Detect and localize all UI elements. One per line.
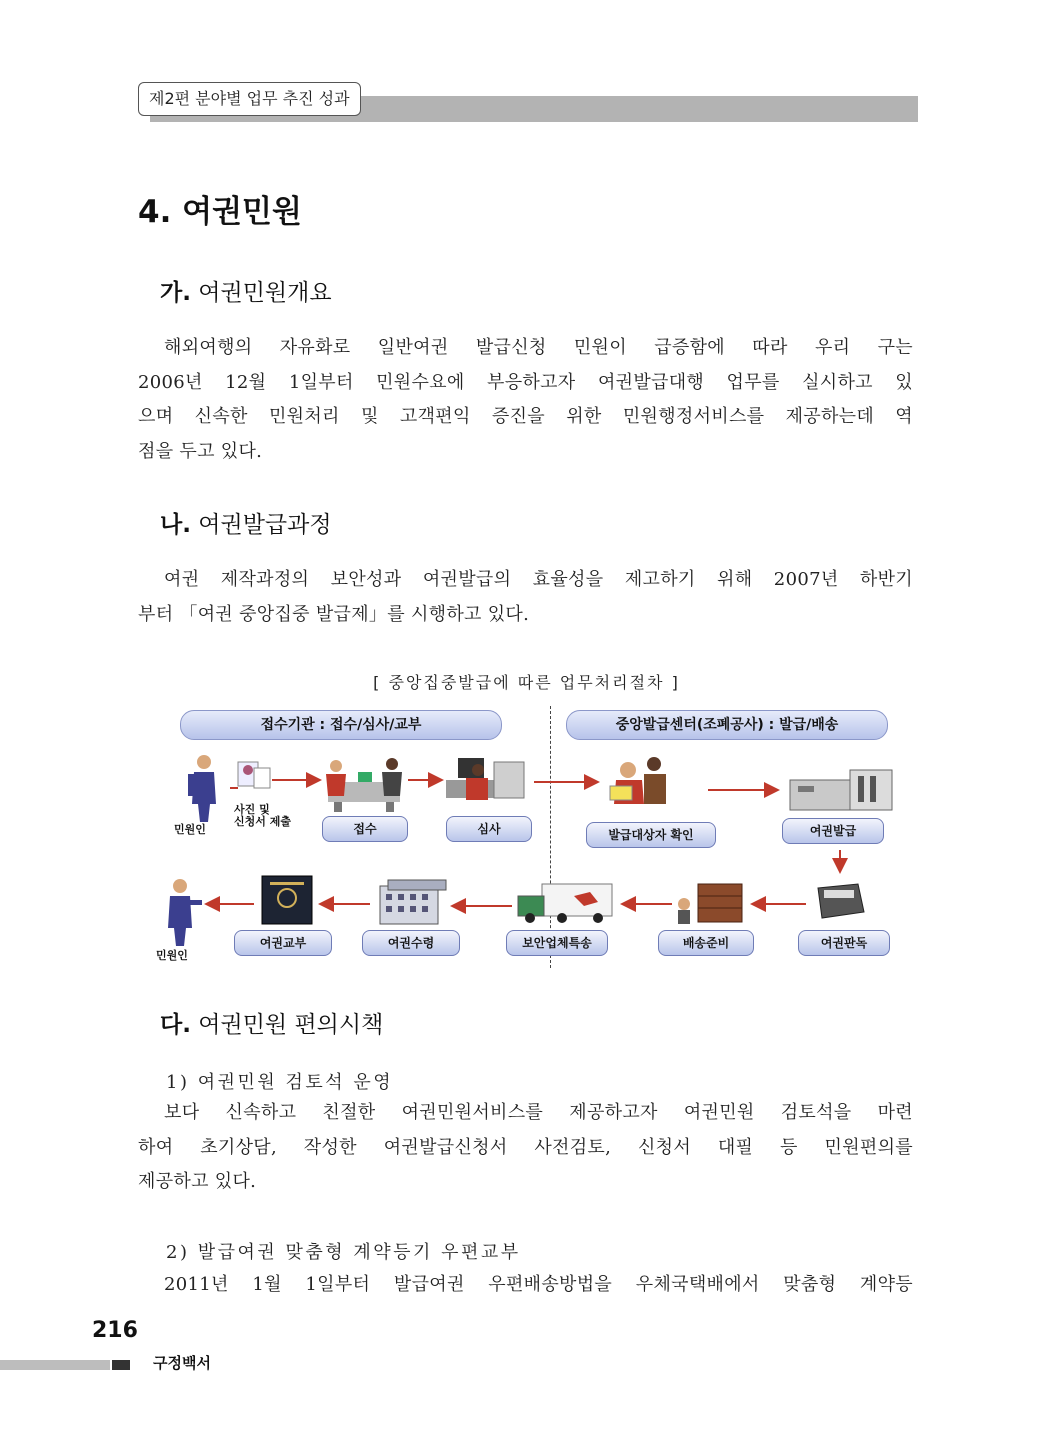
review-desk-paragraph	[138, 1096, 913, 1200]
submit-label-1: 사진 및	[234, 803, 270, 816]
step-receive: 여권수령	[362, 930, 460, 956]
reception-desk-icon	[326, 758, 402, 812]
step-prepare-shipping: 배송준비	[658, 930, 754, 956]
process-diagram	[158, 700, 898, 970]
right-header-pill: 중앙발급센터(조폐공사) : 발급/배송	[566, 710, 888, 740]
paragraph-line: 으며 신속한 민원처리 및 고객편익 증진을 위한 민원행정서비스를 제공하는데 역	[138, 406, 913, 427]
paragraph-line: 하여 초기상담, 작성한 여권발급신청서 사전검토, 신청서 대필 등 민원편의를	[138, 1136, 913, 1158]
submit-label-2: 신청서 제출	[234, 815, 291, 828]
subsection-heading-mail-delivery: 2) 발급여권 맞춤형 계약등기 우편교부	[166, 1242, 521, 1263]
section-marker: 다.	[160, 1012, 191, 1038]
step-secure-delivery: 보안업체특송	[506, 930, 608, 956]
mail-delivery-paragraph	[138, 1268, 913, 1303]
applicant-receiving-icon	[168, 879, 202, 946]
step-reception: 접수	[322, 816, 408, 842]
subsection-heading-review-desk: 1) 여권민원 검토석 운영	[166, 1072, 394, 1093]
book-title: 구정백서	[153, 1354, 211, 1372]
section-tab: 제2편 분야별 업무 추진 성과	[138, 82, 361, 116]
office-building-icon	[380, 880, 446, 924]
section-marker: 가.	[160, 280, 191, 306]
applicant-figure-icon	[188, 755, 216, 822]
step-passport-reading: 여권판독	[798, 930, 890, 956]
section-heading-convenience	[160, 1006, 383, 1039]
diagram-caption: [ 중앙집중발급에 따른 업무처리절차 ]	[373, 673, 680, 692]
paragraph-line: 부터 「여권 중앙집중 발급제」를 시행하고 있다.	[138, 603, 530, 625]
passport-icon	[262, 876, 312, 924]
paragraph-line: 2006년 12월 1일부터 민원수요에 부응하고자 여권발급대행 업무를 실시하고 있	[138, 371, 913, 393]
shipping-boxes-icon	[678, 884, 742, 924]
step-confirm-recipient: 발급대상자 확인	[586, 822, 716, 848]
paragraph-line: 점을 두고 있다.	[138, 440, 263, 462]
section-heading-process	[160, 506, 332, 539]
section-title: 여권발급과정	[198, 512, 332, 538]
review-computer-icon	[446, 758, 524, 800]
printing-machine-icon	[790, 770, 892, 810]
paragraph-line: 보다 신속하고 친절한 여권민원서비스를 제공하고자 여권민원 검토석을 마련	[164, 1102, 913, 1123]
section-marker: 나.	[160, 512, 191, 538]
paragraph-line: 여권 제작과정의 보안성과 여권발급의 효율성을 제고하기 위해 2007년 하반기	[164, 569, 913, 590]
step-issue-passport: 여권발급	[782, 818, 884, 844]
page-title: 4. 여권민원	[138, 194, 302, 230]
paragraph-line: 제공하고 있다.	[138, 1171, 257, 1192]
step-review: 심사	[446, 816, 532, 842]
section-title: 여권민원개요	[198, 280, 332, 306]
applicant-label-bottom: 민원인	[156, 949, 188, 962]
paragraph-line: 해외여행의 자유화로 일반여권 발급신청 민원이 급증함에 따라 우리 구는	[164, 337, 913, 358]
passport-reader-icon	[818, 884, 864, 918]
section-title: 여권민원 편의시책	[198, 1012, 384, 1038]
footer-square	[112, 1360, 130, 1370]
page-number: 216	[92, 1318, 138, 1343]
delivery-truck-icon	[518, 884, 612, 923]
process-paragraph	[138, 563, 913, 632]
applicant-label-top: 민원인	[174, 823, 206, 836]
footer-bar	[0, 1360, 110, 1370]
checking-staff-icon	[610, 757, 666, 804]
left-header-pill: 접수기관 : 접수/심사/교부	[180, 710, 502, 740]
overview-paragraph	[138, 331, 913, 469]
photo-form-icon	[238, 762, 270, 788]
step-hand-over: 여권교부	[234, 930, 332, 956]
paragraph-line: 2011년 1월 1일부터 발급여권 우편배송방법을 우체국택배에서 맞춤형 계약등	[164, 1274, 913, 1295]
section-heading-overview	[160, 274, 332, 307]
